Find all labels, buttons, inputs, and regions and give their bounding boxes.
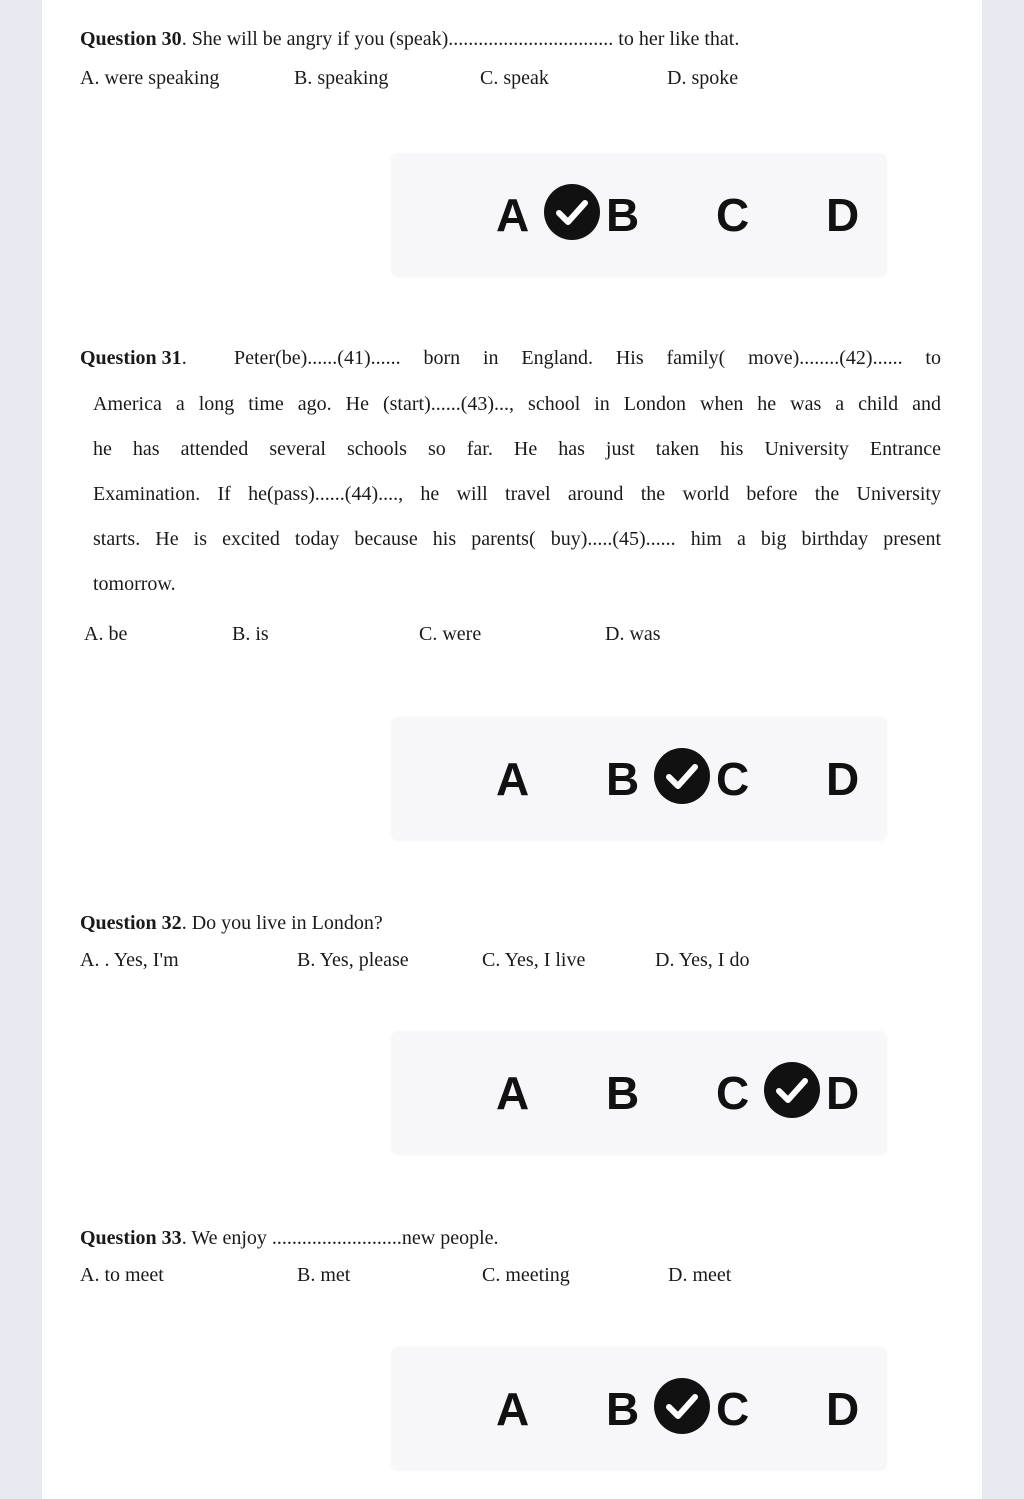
question-number: Question 33 [80,1227,182,1249]
question-text: Do you live in London? [191,912,383,934]
answer-letter-d[interactable]: D [826,753,860,805]
question-31: Question 31. [80,347,187,369]
question-text: We enjoy ..........................new people. [191,1227,499,1249]
answer-letter-c[interactable]: C [716,189,750,241]
option-c: C. Yes, I live [482,949,586,971]
answer-letter-d[interactable]: D [826,1383,860,1435]
option-d: D. was [605,623,661,645]
answer-letter-a[interactable]: A [496,189,530,241]
answer-card-31 [392,718,886,840]
option-d: D. Yes, I do [655,949,750,971]
question-30: Question 30. She will be angry if you (speak)................................. to her like that. [80,28,740,50]
answer-letter-c[interactable]: C [716,1383,750,1435]
worksheet-page [42,0,982,1499]
answer-card-33 [392,1348,886,1470]
option-d: D. spoke [667,67,739,89]
answer-letter-d[interactable]: D [826,189,860,241]
passage-line: tomorrow. [93,573,176,595]
option-b: B. is [232,623,269,645]
passage-line: he has attended several schools so far. He has just taken his University Entrance [93,438,941,460]
passage [93,347,941,597]
option-a: A. were speaking [80,67,220,89]
option-b: B. speaking [294,67,389,89]
option-d: D. meet [668,1264,732,1286]
answer-letter-a[interactable]: A [496,753,530,805]
passage-line: America a long time ago. He (start)......(43)..., school in London when he was a child and [93,393,941,415]
answer-letter-b[interactable]: B [606,189,640,241]
option-a: A. . Yes, I'm [80,949,179,971]
check-circle-icon [544,184,600,240]
answer-letter-c[interactable]: C [716,753,750,805]
passage-line: Examination. If he(pass)......(44)...., he will travel around the world before the University [93,483,941,505]
question-number: Question 32 [80,912,182,934]
passage-line: Peter(be)......(41)...... born in England. His family( move)........(42)...... to [234,347,941,369]
question-text: She will be angry if you (speak)................................. to her like that. [191,28,740,50]
answer-letter-b[interactable]: B [606,753,640,805]
question-33: Question 33. We enjoy ..........................new people. [80,1227,499,1249]
answer-card-30 [392,154,886,276]
answer-letter-b[interactable]: B [606,1067,640,1119]
answer-card-32 [392,1032,886,1154]
question-32: Question 32. Do you live in London? [80,912,383,934]
check-circle-icon [764,1062,820,1118]
answer-letter-a[interactable]: A [496,1067,530,1119]
answer-letter-c[interactable]: C [716,1067,750,1119]
answer-letter-b[interactable]: B [606,1383,640,1435]
option-b: B. met [297,1264,351,1286]
check-circle-icon [654,748,710,804]
option-a: A. be [84,623,128,645]
option-c: C. meeting [482,1264,570,1286]
check-circle-icon [654,1378,710,1434]
option-b: B. Yes, please [297,949,409,971]
question-number: Question 31 [80,347,182,369]
option-a: A. to meet [80,1264,164,1286]
question-number: Question 30 [80,28,182,50]
option-c: C. were [419,623,482,645]
answer-letter-d[interactable]: D [826,1067,860,1119]
option-c: C. speak [480,67,549,89]
passage-line: starts. He is excited today because his parents( buy).....(45)...... him a big birthday present [93,528,941,550]
answer-letter-a[interactable]: A [496,1383,530,1435]
